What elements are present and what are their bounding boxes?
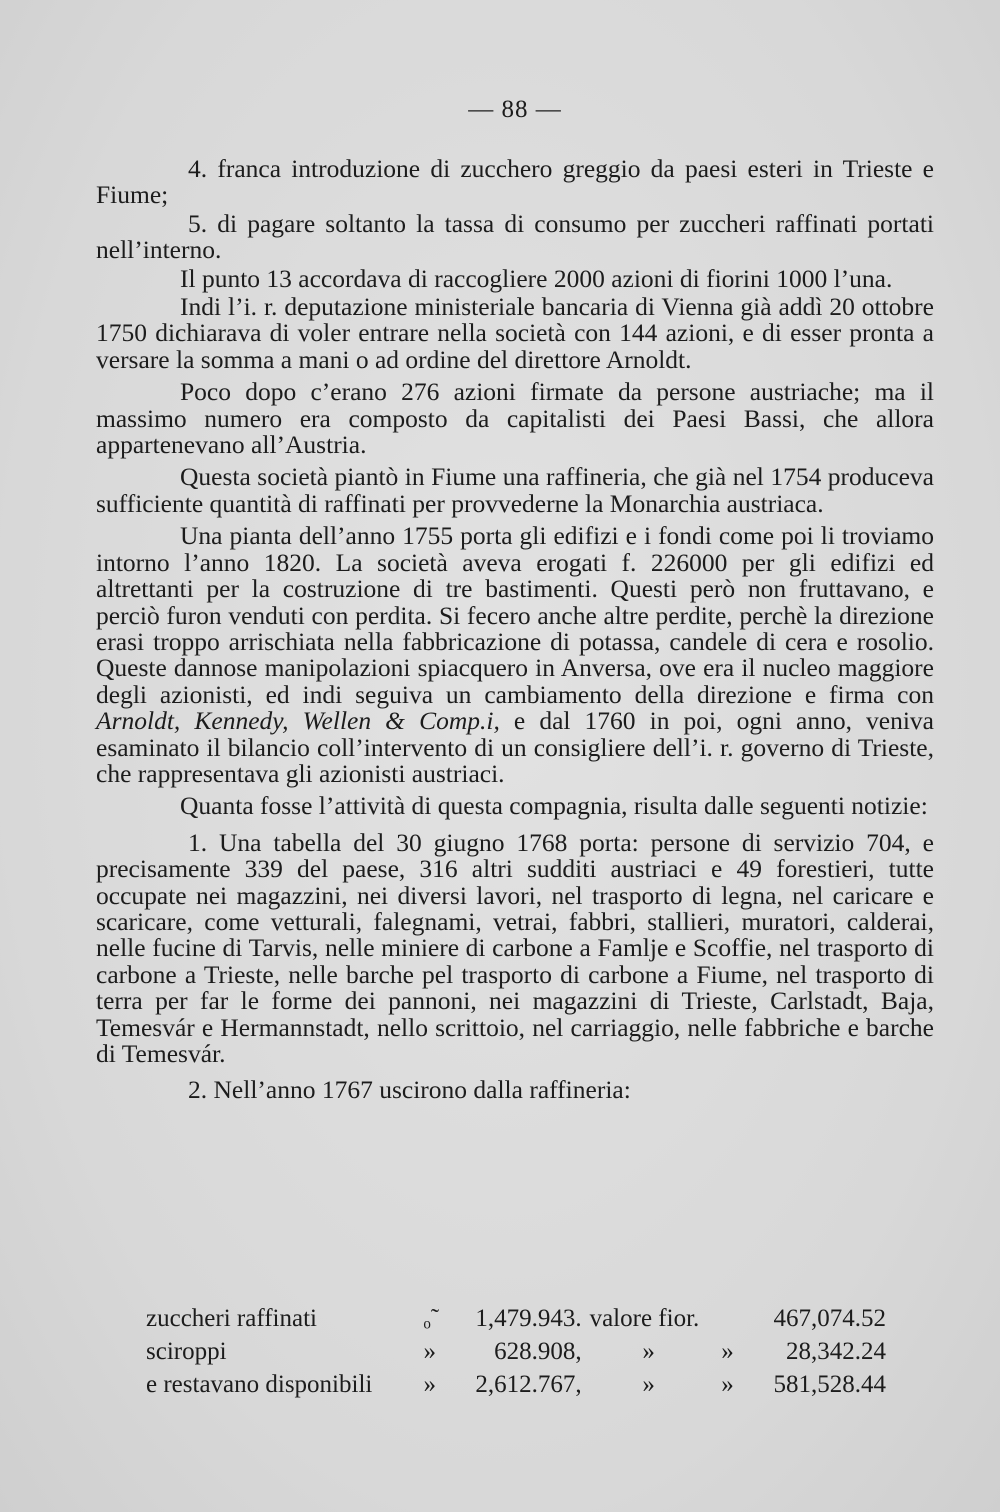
paragraph-tabella-1768: 1. Una tabella del 30 giugno 1768 porta: persone di servizio 704, e precisamente 339 del paese, 316 altri sudditi austriaci e 49 forestieri, tutte occupate nei magazzini, nei diversi lavori, nel trasporto di legna, nel caricare e scaricare, come vetturali, falegnami, vetrai, fabbri, stallieri, muratori, calderai, nelle fucine di Tarvis, nelle miniere di carbone a Famlje e Scoffie, nel trasporto di carbone a Trieste, nelle barche pel trasporto di carbone a Fiume, nel trasporto di terra per far le forme dei pannoni, nei magazzini di Trieste, Carlstadt, Baja, Temesvár e Hermannstadt, nello scrittoio, nel carriaggio, nelle fabbriche e barche di Temesvár.	[96, 827, 934, 1068]
firm-name: Arnoldt, Kennedy, Wellen & Comp.i,	[96, 706, 500, 736]
row-label: sciroppi	[146, 1338, 227, 1365]
row-value-label: valore fior.	[589, 1305, 700, 1332]
row-quantity: 1,479.943.	[475, 1305, 582, 1332]
row-unit: »	[423, 1338, 436, 1365]
table-row	[146, 1371, 886, 1404]
row-ditto-1: »	[642, 1371, 655, 1398]
pianta-text-after: e dal 1760 in poi, ogni anno, veniva esaminato il bilancio coll’intervento di un consigliere dell’i. r. governo di Trieste, che rappresentava gli azionisti austriaci.	[96, 706, 934, 788]
raffineria-output-table	[146, 1305, 886, 1404]
paragraph-item-5: 5. di pagare soltanto la tassa di consumo per zuccheri raffinati portati nell’interno.	[96, 208, 934, 265]
page-number: — 88 —	[468, 96, 562, 123]
row-ditto-2: »	[721, 1338, 734, 1365]
table-row	[146, 1305, 886, 1338]
row-value: 467,074.52	[773, 1305, 886, 1332]
row-quantity: 628.908,	[494, 1338, 582, 1365]
paragraph-item-4: 4. franca introduzione di zucchero greggio da paesi esteri in Trieste e Fiume;	[96, 154, 934, 210]
paragraph-pianta-1755	[96, 523, 934, 787]
row-value: 581,528.44	[773, 1371, 886, 1398]
table-row	[146, 1338, 886, 1371]
row-unit: ₒ̃	[423, 1305, 431, 1332]
paragraph-punto-13: Il punto 13 accordava di raccogliere 2000 azioni di fiorini 1000 l’una.	[180, 263, 893, 293]
paragraph-azioni-austriache: Poco dopo c’erano 276 azioni firmate da persone austriache; ma il massimo numero era composto da capitalisti dei Paesi Bassi, che allora appartenevano all’Austria.	[96, 377, 934, 460]
row-ditto-2: »	[721, 1371, 734, 1398]
paragraph-anno-1767: 2. Nell’anno 1767 uscirono dalla raffineria:	[188, 1075, 631, 1105]
row-value: 28,342.24	[786, 1338, 886, 1365]
row-unit: »	[423, 1371, 436, 1398]
row-quantity: 2,612.767,	[475, 1371, 582, 1398]
paragraph-deputazione: Indi l’i. r. deputazione ministeriale bancaria di Vienna già addì 20 ottobre 1750 dichiarava di voler entrare nella società con 144 azioni, e di esser pronta a versare la somma a mani o ad ordine del direttore Arnoldt.	[96, 292, 934, 374]
paragraph-raffineria: Questa società piantò in Fiume una raffineria, che già nel 1754 produceva sufficiente quantità di raffinati per provvederne la Monarchia austriaca.	[96, 462, 934, 518]
pianta-text-before: Una pianta dell’anno 1755 porta gli edifizi e i fondi come poi li troviamo intorno l’anno 1820. La società aveva erogati f. 226000 per gli edifizi ed altrettanti per la costruzione di tre bastimenti. Questi però non fruttavano, e perciò furon venduti con perdita. Si fecero anche altre perdite, perchè la direzione erasi troppo arrischiata nella fabbricazione di potassa, candele di cera e rosolio. Queste dannose manipolazioni spiacquero in Anversa, ove era il nucleo maggiore degli azionisti, ed indi seguiva un cambiamento della direzione e firma con	[96, 521, 934, 709]
body-text	[96, 156, 934, 1104]
paragraph-attivita: Quanta fosse l’attività di questa compagnia, risulta dalle seguenti notizie:	[180, 791, 928, 821]
row-label: e restavano disponibili	[146, 1371, 373, 1398]
row-ditto-1: »	[642, 1338, 655, 1365]
row-label: zuccheri raffinati	[146, 1305, 317, 1332]
